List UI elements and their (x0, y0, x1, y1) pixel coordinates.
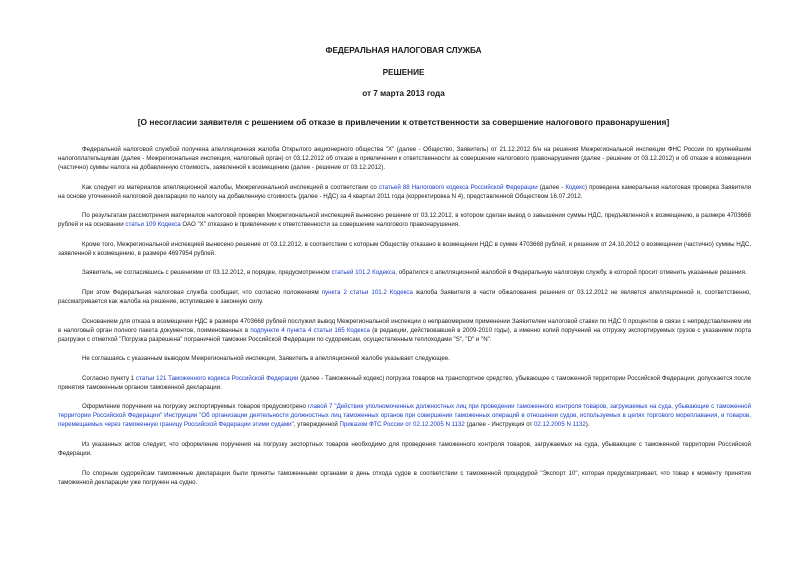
link-article-88[interactable]: статьей 88 Налогового кодекса Российской Федерации (378, 183, 538, 191)
paragraph-2: Как следует из материалов апелляционной жалобы, Межрегиональной инспекцией в соответствии со статьей 88 Налогового кодекса Российской Федерации (далее - Кодекс) проведена камеральная налоговая проверка Заявителя на основе уточненной налоговой декларации по налогу на добавленную стоимость (далее - НДС) за 4 квартал 2011 года (корректировка N 4), представленной Обществом 16.07.2012. (58, 183, 752, 200)
link-chapter-7-instruction[interactable]: главой 7 "Действия уполномоченных должностных лиц при проведении таможенного контроля товаров, загружаемых на суда, убывающие с таможенной территории Российской Федерации" Инструкции "Об организации деятельности должностных лиц таможенных органов при совершении таможенных операций в отношении судов, используемых в целях торгового мореплавания, и товаров, перемещаемых через таможенную границу Российской Федерации этими судами" (58, 403, 752, 429)
link-article-101-2[interactable]: статьей 101.2 Кодекса (331, 269, 396, 277)
paragraph-7: Основанием для отказа в возмещении НДС в размере 4703668 рублей послужил вывод Межрегиональной инспекции о неправомерном применении Заявителем налоговой ставки по НДС 0 процентов в связи с непредставлением им в налоговый орган полного пакета документов, поименованных в подпункте 4 пункта 4 статьи 165 Кодекса (в редакции, действовавшей в 2009-2010 годы), а именно копий поручений на отгрузку экспортируемых грузов с указанием порта разгрузки с отметкой "Погрузка разрешена" пограничной таможни Российской Федерации по судоремсам, осуществленным теплоходами "S", "D" и "N". (58, 317, 751, 343)
paragraph-3: По результатам рассмотрения материалов налоговой проверки Межрегиональной инспекцией вынесено решение от 03.12.2012, в котором сделан вывод о завышении суммы НДС, предъявленной к возмещению, в размере 4703668 рублей и на основании статьи 109 Кодекса ОАО "X" отказано в привлечении к ответственности за совершение налогового правонарушения. (58, 212, 751, 229)
paragraph-12: По спорным судорейсам таможенные декларации были приняты таможенными органами в день отхода судов в соответствии с таможенной процедурой "Экспорт 10", которая предусматривает, что товар к моменту принятия таможенной декларации уже погружен на судно. (58, 469, 751, 486)
link-article-109[interactable]: статьи 109 Кодекса (125, 221, 181, 229)
agency-title: ФЕДЕРАЛЬНАЯ НАЛОГОВАЯ СЛУЖБА (325, 46, 482, 55)
paragraph-8: Не соглашаясь с указанным выводом Межрегиональной инспекции, Заявитель в апелляционной жалобе указывает следующее. (82, 355, 450, 363)
link-code[interactable]: Кодекс (565, 183, 585, 191)
paragraph-6: При этом Федеральная налоговая служба сообщает, что согласно положениям пункта 2 статьи 101.2 Кодекса жалоба Заявителя в части обжалования решения от 03.12.2012 не является апелляционной и, соответственно, рассматривается как жалоба на решение, вступившее в законную силу. (58, 288, 751, 305)
document-date: от 7 марта 2013 года (362, 89, 445, 98)
link-customs-article-121[interactable]: статьи 121 Таможенного кодекса Российской Федерации (135, 374, 299, 382)
link-instruction-1132[interactable]: 02.12.2005 N 1132 (534, 421, 586, 429)
link-fts-order-1132[interactable]: Приказом ФТС России от 02.12.2005 N 1132 (339, 421, 465, 429)
document-subject: [О несогласии заявителя с решением об отказе в привлечении к ответственности за совершение налогового правонарушения] (137, 117, 670, 127)
paragraph-10: Оформление поручения на погрузку экспортируемых товаров предусмотрено главой 7 "Действия уполномоченных должностных лиц при проведении таможенного контроля товаров, загружаемых на суда, убывающие с таможенной территории Российской Федерации" Инструкции "Об организации деятельности должностных лиц таможенных органов при совершении таможенных операций в отношении судов, используемых в целях торгового мореплавания, и товаров, перемещаемых через таможенную границу Российской Федерации этими судами", утвержденной Приказом ФТС России от 02.12.2005 N 1132 (далее - Инструкция от 02.12.2005 N 1132). (58, 403, 752, 429)
paragraph-5: Заявитель, не согласившись с решениями от 03.12.2012, в порядке, предусмотренном статьей 101.2 Кодекса, обратился с апелляционной жалобой в Федеральную налоговую службу, в которой просит отменить указанные решения. (82, 269, 747, 277)
paragraph-9: Согласно пункту 1 статьи 121 Таможенного кодекса Российской Федерации (далее - Таможенный кодекс) погрузка товаров на транспортное средство, убывающее с таможенной территории Российской Федерации, допускается после принятия таможенным органом таможенной декларации. (58, 374, 751, 391)
link-article-165[interactable]: подпункте 4 пункта 4 статьи 165 Кодекса (250, 326, 370, 334)
paragraph-11: Из указанных актов следует, что оформление поручения на погрузку экспортных товаров необходимо для проведения таможенного контроля товаров, загружаемых на суда, убывающие с таможенной территории Российской Федерации. (58, 440, 751, 457)
paragraph-1: Федеральной налоговой службой получена апелляционная жалоба Открытого акционерного общества "X" (далее - Общество, Заявитель) от 21.12.2012 б/н на решения Межрегиональной инспекции ФНС России по крупнейшим налогоплательщикам (далее - Межрегиональная инспекция, налоговый орган) от 03.12.2012 об отказе в привлечении к ответственности за совершение налогового правонарушения (далее - решение от 03.12.2012) и об отказе в возмещении (частично) суммы налога на добавленную стоимость, заявленной к возмещению (далее - решение от 03.12.2012). (58, 146, 751, 171)
link-point-2-article-101-2[interactable]: пункта 2 статьи 101.2 Кодекса (321, 288, 413, 296)
paragraph-4: Кроме того, Межрегиональной инспекцией вынесено решение от 03.12.2012, в соответствии с которым Обществу отказано в возмещении НДС в сумме 4703668 рублей, и решение от 24.10.2012 о возмещении (частично) суммы НДС, заявленной к возмещению, в размере 4697954 рублей. (58, 240, 751, 257)
document-type: РЕШЕНИЕ (382, 68, 425, 77)
document-body (58, 145, 751, 497)
